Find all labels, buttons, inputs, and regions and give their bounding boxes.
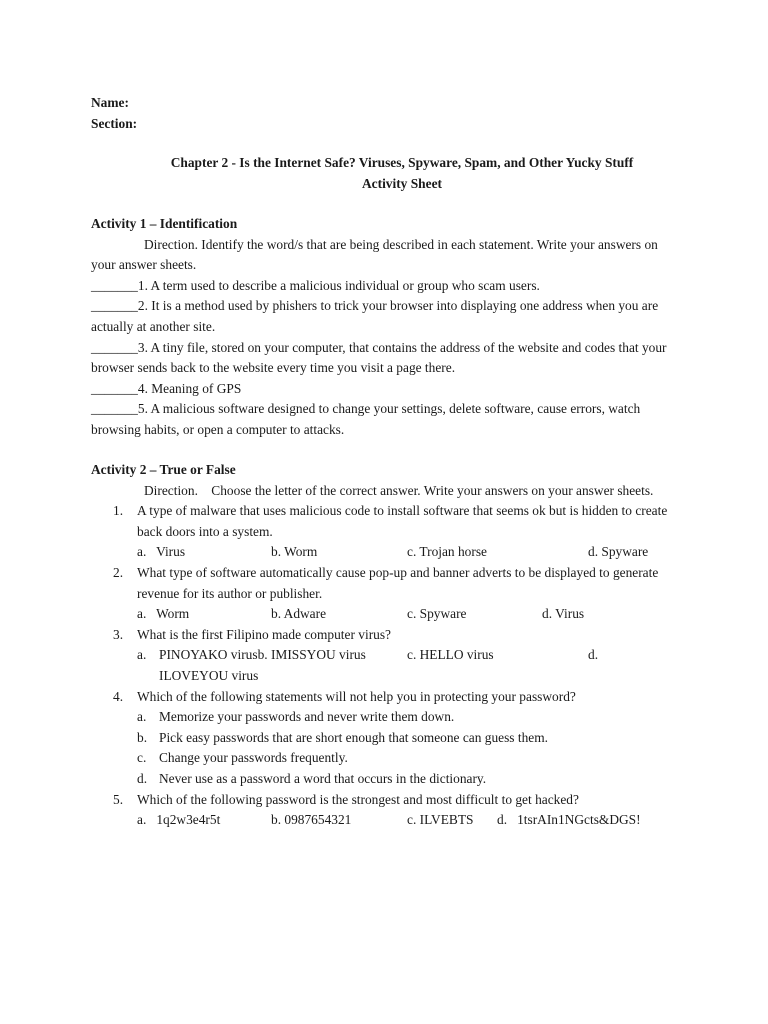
choice-d: d. bbox=[588, 647, 599, 663]
activity-1 bbox=[91, 214, 681, 441]
activity-2-direction: Direction. Choose the letter of the correct answer. Write your answers on your answer sheets. bbox=[144, 482, 654, 498]
question-5 bbox=[91, 790, 681, 811]
identification-item: _______4. Meaning of GPS bbox=[91, 380, 242, 396]
choice-a bbox=[91, 707, 681, 728]
identification-item: _______3. A tiny file, stored on your computer, that contains the address of the website and codes that your browser sends back to the website every time you visit a page there. bbox=[91, 339, 667, 376]
activity-sheet-title: Activity Sheet bbox=[362, 175, 442, 191]
question-text: What is the first Filipino made computer virus? bbox=[137, 626, 391, 642]
section-label: Section: bbox=[91, 115, 138, 131]
choice-text: Memorize your passwords and never write them down. bbox=[159, 709, 455, 725]
choice-c: c. ILVEBTS bbox=[407, 812, 474, 828]
choice-a: a. 1q2w3e4r5t bbox=[137, 812, 221, 828]
choice-d: d. 1tsrAIn1NGcts&DGS! bbox=[497, 812, 641, 828]
document-title bbox=[0, 153, 768, 194]
student-info bbox=[91, 93, 137, 134]
activity-1-direction: Direction. Identify the word/s that are being described in each statement. Write your answers on your answer sheets. bbox=[91, 236, 658, 273]
chapter-title: Chapter 2 - Is the Internet Safe? Viruses, Spyware, Spam, and Other Yucky Stuff bbox=[170, 155, 634, 170]
question-1-choices bbox=[91, 542, 681, 563]
choice-c: c. HELLO virus bbox=[407, 647, 494, 663]
activity-2 bbox=[91, 460, 681, 831]
question-number: 4. bbox=[113, 688, 124, 704]
choice-c bbox=[91, 748, 681, 769]
choice-text: Change your passwords frequently. bbox=[159, 750, 348, 766]
question-3-choices-cont bbox=[91, 666, 681, 687]
identification-item: _______2. It is a method used by phishers to trick your browser into displaying one address when you are actually at another site. bbox=[91, 298, 659, 334]
identification-item: _______5. A malicious software designed to change your settings, delete software, cause errors, watch browsing habits, or open a computer to attacks. bbox=[91, 401, 641, 437]
choice-text: Pick easy passwords that are short enough that someone can guess them. bbox=[159, 729, 548, 745]
choice-c: c. Trojan horse bbox=[407, 544, 487, 560]
choice-text: Never use as a password a word that occurs in the dictionary. bbox=[159, 770, 487, 786]
question-2-choices bbox=[91, 604, 681, 625]
choice-a-b: PINOYAKO virusb. IMISSYOU virus bbox=[159, 647, 366, 663]
choice-letter: a. bbox=[137, 709, 147, 725]
question-4 bbox=[91, 687, 681, 708]
activity-2-heading: Activity 2 – True or False bbox=[91, 462, 236, 477]
question-number: 2. bbox=[113, 564, 124, 580]
choice-d: d. Virus bbox=[542, 606, 585, 622]
question-1 bbox=[91, 501, 681, 542]
question-text: Which of the following statements will not help you in protecting your password? bbox=[137, 688, 576, 704]
choice-a: a. Virus bbox=[137, 544, 186, 560]
choice-a: a. Worm bbox=[137, 606, 190, 622]
choice-letter: b. bbox=[137, 729, 148, 745]
question-3-choices bbox=[91, 645, 681, 666]
choice-d-text: ILOVEYOU virus bbox=[159, 667, 259, 683]
question-number: 5. bbox=[113, 791, 124, 807]
question-text: What type of software automatically cause pop-up and banner adverts to be displayed to generate revenue for its author or publisher. bbox=[137, 564, 659, 601]
choice-b bbox=[91, 728, 681, 749]
choice-d: d. Spyware bbox=[588, 544, 649, 560]
choice-a-letter: a. bbox=[137, 647, 147, 663]
identification-item: _______1. A term used to describe a malicious individual or group who scam users. bbox=[91, 277, 540, 293]
question-number: 1. bbox=[113, 503, 124, 519]
choice-b: b. Worm bbox=[271, 544, 318, 560]
choice-b: b. 0987654321 bbox=[271, 812, 352, 828]
activity-1-heading: Activity 1 – Identification bbox=[91, 216, 238, 231]
name-label: Name: bbox=[91, 95, 129, 110]
question-text: A type of malware that uses malicious code to install software that seems ok but is hidden to create back doors into a system. bbox=[137, 503, 668, 539]
choice-c: c. Spyware bbox=[407, 606, 467, 622]
question-text: Which of the following password is the strongest and most difficult to get hacked? bbox=[137, 791, 579, 807]
choice-d bbox=[91, 769, 681, 790]
question-2 bbox=[91, 563, 681, 604]
question-number: 3. bbox=[113, 626, 124, 642]
choice-letter: d. bbox=[137, 770, 148, 786]
question-5-choices bbox=[91, 810, 681, 831]
choice-letter: c. bbox=[137, 750, 147, 766]
choice-b: b. Adware bbox=[271, 606, 327, 622]
question-3 bbox=[91, 625, 681, 646]
